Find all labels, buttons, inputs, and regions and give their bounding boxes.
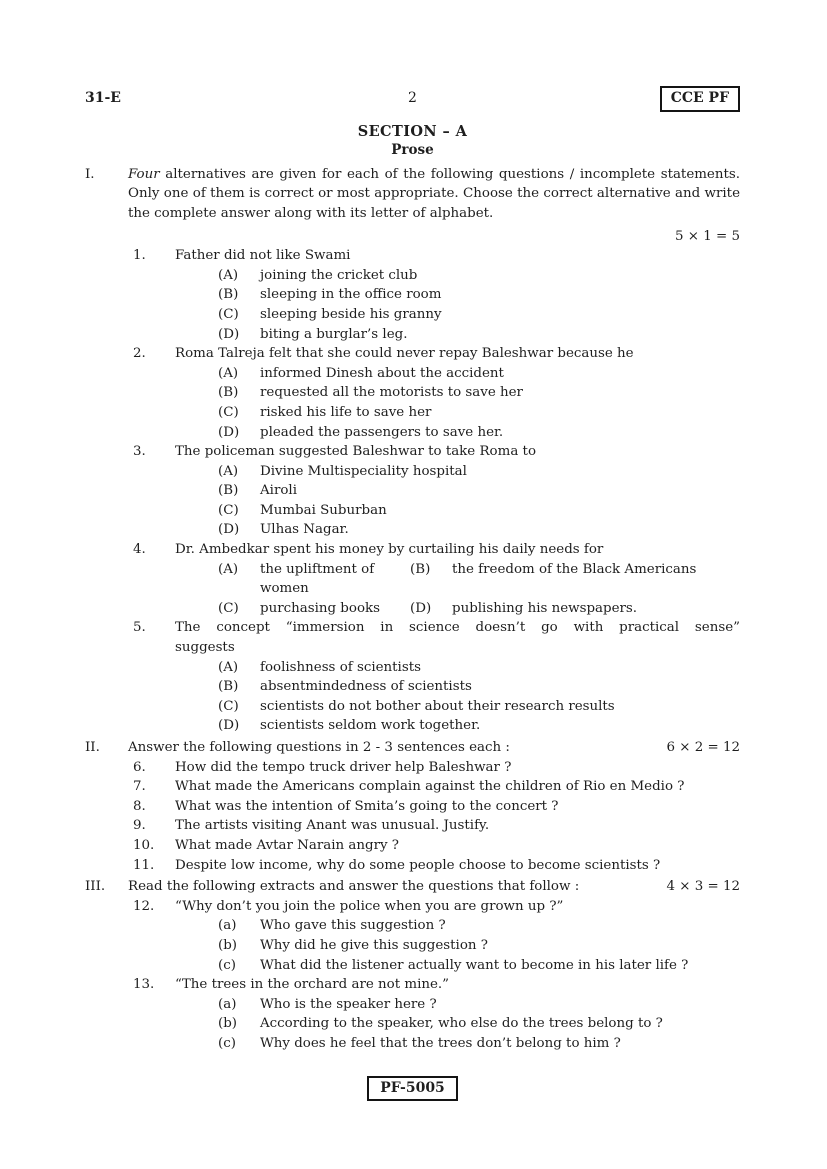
question-number: 1. <box>133 248 146 264</box>
option-text: publishing his newspapers. <box>452 600 638 616</box>
option-label: (A) <box>218 561 239 577</box>
option-text: scientists do not bother about their research results <box>260 698 615 714</box>
question-number: 5. <box>133 620 146 636</box>
part-ii-instruction-row <box>128 738 740 758</box>
option-a <box>218 658 740 678</box>
question-body <box>175 540 740 618</box>
question-number: 12. <box>133 898 155 914</box>
footer-code: PF-5005 <box>367 1076 458 1102</box>
question-number: 6. <box>133 759 146 775</box>
question-text: How did the tempo truck driver help Baleshwar ? <box>175 759 512 775</box>
sub-question-a <box>218 995 740 1015</box>
sub-question-label: (b) <box>218 937 238 953</box>
part-iii-instruction: Read the following extracts and answer the questions that follow : <box>128 879 580 895</box>
sub-question-a <box>218 916 740 936</box>
question-number: 4. <box>133 542 146 558</box>
question-text: The policeman suggested Baleshwar to take Roma to <box>175 444 537 460</box>
question-body <box>175 246 740 344</box>
option-b <box>218 481 740 501</box>
option-label: (B) <box>218 483 239 499</box>
option-c <box>218 697 740 717</box>
question-10 <box>133 836 740 856</box>
question-number: 13. <box>133 977 155 993</box>
option-d <box>410 599 740 619</box>
sub-question-text: Who gave this suggestion ? <box>260 918 446 934</box>
option-a <box>218 364 740 384</box>
option-c <box>218 403 740 423</box>
question-text: What made Avtar Narain angry ? <box>175 837 399 853</box>
option-label: (D) <box>218 718 240 734</box>
question-12 <box>133 897 740 975</box>
option-text: sleeping in the office room <box>260 287 442 303</box>
option-d <box>218 325 740 345</box>
part-ii-marks: 6 × 2 = 12 <box>666 740 740 755</box>
question-4 <box>133 540 740 618</box>
sub-question-label: (b) <box>218 1016 238 1032</box>
option-text: joining the cricket club <box>260 267 418 283</box>
question-number: 11. <box>133 857 155 873</box>
option-label: (B) <box>410 561 431 577</box>
part-i-numeral: I. <box>85 166 95 182</box>
question-number: 9. <box>133 818 146 834</box>
option-text: Ulhas Nagar. <box>260 522 349 538</box>
option-d <box>218 716 740 736</box>
option-b <box>218 383 740 403</box>
question-body <box>175 975 740 1053</box>
option-c <box>218 599 410 619</box>
option-text: foolishness of scientists <box>260 659 421 675</box>
sub-question-text: According to the speaker, who else do the trees belong to ? <box>260 1016 663 1032</box>
question-body <box>175 897 740 975</box>
header-right <box>417 86 740 112</box>
section-title: SECTION – A <box>357 122 468 140</box>
question-number: 2. <box>133 346 146 362</box>
question-6 <box>133 758 740 778</box>
question-number: 3. <box>133 444 146 460</box>
question-text: Roma Talreja felt that she could never repay Baleshwar because he <box>175 346 634 362</box>
option-c <box>218 501 740 521</box>
sub-question-text: Why does he feel that the trees don’t belong to him ? <box>260 1035 621 1051</box>
option-label: (C) <box>218 306 239 322</box>
option-d <box>218 423 740 443</box>
page-footer <box>85 1076 740 1102</box>
question-3 <box>133 442 740 540</box>
sub-question-label: (a) <box>218 918 237 934</box>
question-9 <box>133 816 740 836</box>
option-text: sleeping beside his granny <box>260 306 442 322</box>
option-label: (A) <box>218 659 239 675</box>
option-label: (A) <box>218 463 239 479</box>
question-13 <box>133 975 740 1053</box>
part-iii-heading <box>85 877 740 897</box>
question-body <box>175 344 740 442</box>
page-number: 2 <box>408 90 417 106</box>
instruction-text: alternatives are given for each of the following questions / incomplete statements. Only one of them is correct or most appropriate. Choose the correct alternative and write the complete answer along with its letter of alphabet. <box>128 166 740 221</box>
option-label: (C) <box>218 698 239 714</box>
option-label: (D) <box>410 600 432 616</box>
option-text: pleaded the passengers to save her. <box>260 424 504 440</box>
option-text: biting a burglar’s leg. <box>260 326 408 342</box>
question-text: Father did not like Swami <box>175 248 351 264</box>
option-label: (C) <box>218 404 239 420</box>
question-7 <box>133 777 740 797</box>
option-text: scientists seldom work together. <box>260 718 481 734</box>
sub-question-c <box>218 956 740 976</box>
question-number: 7. <box>133 779 146 795</box>
option-text: purchasing books <box>260 600 380 616</box>
sub-question-c <box>218 1034 740 1054</box>
question-number: 10. <box>133 837 155 853</box>
sub-question-text: What did the listener actually want to become in his later life ? <box>260 957 689 973</box>
option-text: the freedom of the Black Americans <box>452 561 697 577</box>
sub-question-text: Why did he give this suggestion ? <box>260 937 488 953</box>
question-2 <box>133 344 740 442</box>
option-label: (D) <box>218 326 240 342</box>
sub-question-text: Who is the speaker here ? <box>260 996 437 1012</box>
part-iii-marks: 4 × 3 = 12 <box>666 879 740 895</box>
option-text: informed Dinesh about the accident <box>260 365 504 381</box>
cce-pf-badge: CCE PF <box>660 86 740 112</box>
option-label: (B) <box>218 385 239 401</box>
option-a <box>218 266 740 286</box>
option-label: (D) <box>218 522 240 538</box>
part-i-instruction <box>128 165 740 224</box>
instruction-lead-italic: Four <box>128 166 160 182</box>
option-label: (C) <box>218 502 239 518</box>
question-body <box>175 618 740 736</box>
option-text: risked his life to save her <box>260 404 432 420</box>
extract-text: “The trees in the orchard are not mine.” <box>175 977 450 993</box>
options-grid <box>218 560 740 619</box>
option-text: absentmindedness of scientists <box>260 679 472 695</box>
part-ii-heading <box>85 738 740 758</box>
question-text: What made the Americans complain against the children of Rio en Medio ? <box>175 779 685 795</box>
paper-code: 31-E <box>85 90 121 106</box>
option-text: Mumbai Suburban <box>260 502 387 518</box>
section-subtitle: Prose <box>391 142 434 159</box>
sub-question-b <box>218 1014 740 1034</box>
option-b <box>410 560 740 599</box>
option-text: Airoli <box>260 483 297 499</box>
question-8 <box>133 797 740 817</box>
question-text: The concept “immersion in science doesn’t go with practical sense” <box>175 620 740 636</box>
option-text: Divine Multispeciality hospital <box>260 463 467 479</box>
sub-question-label: (c) <box>218 957 236 973</box>
option-a <box>218 560 410 599</box>
option-label: (C) <box>218 600 239 616</box>
option-label: (D) <box>218 424 240 440</box>
question-11 <box>133 856 740 876</box>
question-text: What was the intention of Smita’s going to the concert ? <box>175 798 559 814</box>
part-ii-numeral: II. <box>85 740 100 755</box>
option-label: (B) <box>218 679 239 695</box>
part-iii-numeral: III. <box>85 879 106 895</box>
question-1 <box>133 246 740 344</box>
sub-question-label: (a) <box>218 996 237 1012</box>
option-c <box>218 305 740 325</box>
question-number: 8. <box>133 798 146 814</box>
part-iii-instruction-row <box>128 877 740 897</box>
page-header <box>85 86 740 112</box>
option-a <box>218 462 740 482</box>
part-i-heading <box>85 165 740 224</box>
extract-text: “Why don’t you join the police when you are grown up ?” <box>175 898 564 914</box>
question-text: Dr. Ambedkar spent his money by curtailing his daily needs for <box>175 542 604 558</box>
part-i-marks: 5 × 1 = 5 <box>674 228 740 244</box>
question-body <box>175 442 740 540</box>
option-label: (A) <box>218 267 239 283</box>
sub-question-b <box>218 936 740 956</box>
option-d <box>218 520 740 540</box>
option-text: requested all the motorists to save her <box>260 385 523 401</box>
option-b <box>218 285 740 305</box>
part-ii-instruction: Answer the following questions in 2 - 3 sentences each : <box>128 740 510 755</box>
option-b <box>218 677 740 697</box>
sub-question-label: (c) <box>218 1035 236 1051</box>
question-text: The artists visiting Anant was unusual. Justify. <box>175 818 490 834</box>
option-text: the upliftment of women <box>260 561 375 597</box>
option-label: (B) <box>218 287 239 303</box>
question-text: Despite low income, why do some people choose to become scientists ? <box>175 857 661 873</box>
question-text-continued: suggests <box>175 640 235 656</box>
question-5 <box>133 618 740 736</box>
option-label: (A) <box>218 365 239 381</box>
